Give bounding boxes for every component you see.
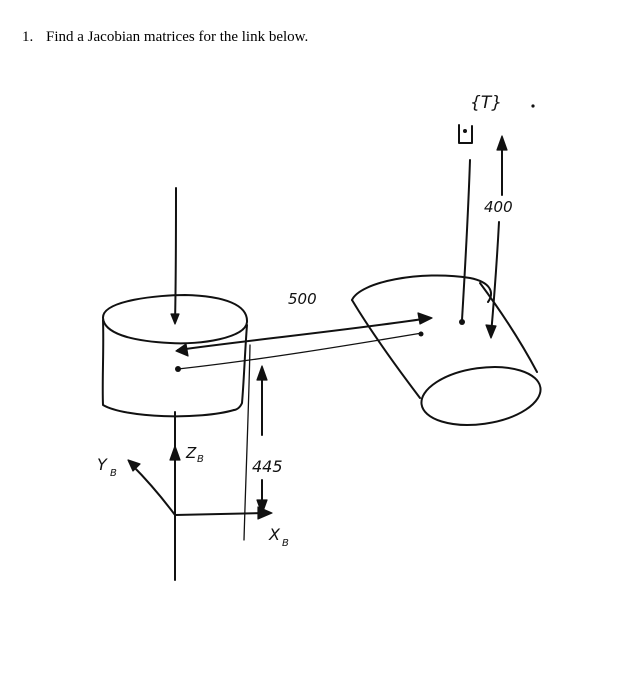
end-cylinder <box>352 275 544 432</box>
x-axis-subscript: B <box>282 538 289 549</box>
question-text: Find a Jacobian matrices for the link below. <box>46 29 309 45</box>
dimension-445 <box>244 345 267 540</box>
y-axis-subscript: B <box>110 468 117 479</box>
joint-axis-top <box>171 188 179 324</box>
dimension-500 <box>176 313 432 356</box>
tool-frame-period <box>531 104 534 107</box>
tool-axis <box>459 160 470 325</box>
base-height-label: 445 <box>252 457 283 476</box>
z-axis-subscript: B <box>197 454 204 465</box>
y-axis-label: Y <box>97 455 107 474</box>
z-axis-label: Z <box>186 444 197 462</box>
y-axis-arrow <box>128 460 175 515</box>
link-length-label: 500 <box>288 290 317 308</box>
z-axis-arrow <box>170 446 180 515</box>
x-axis-arrow <box>175 507 272 519</box>
tool-frame-label: {T} <box>470 93 503 113</box>
tool-frame-icon <box>459 125 472 143</box>
x-axis-label: X <box>269 525 280 544</box>
tool-offset-label: 400 <box>484 198 513 216</box>
question-number: 1. <box>22 29 34 45</box>
